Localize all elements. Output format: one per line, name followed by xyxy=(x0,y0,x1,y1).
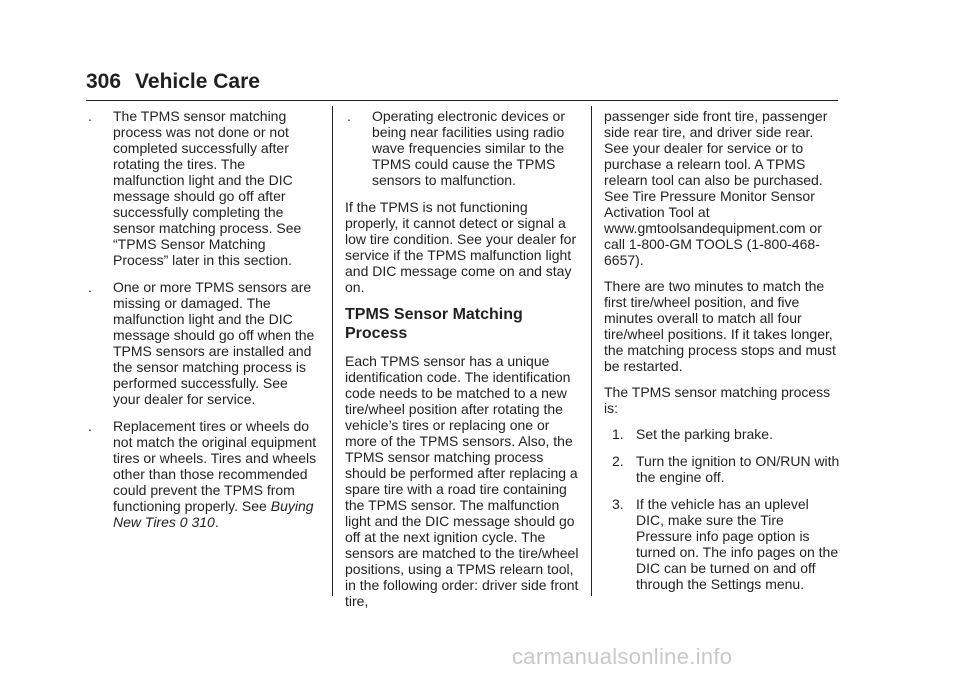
page-header xyxy=(86,70,260,94)
numbered-step xyxy=(604,426,840,442)
bullet-text: One or more TPMS sensors are missing or damaged. The malfunction light and the DIC message should go off when the TPMS sensors are installed and the sensor matching process is performed successfully. See your dealer for service. xyxy=(113,279,315,407)
paragraph: If the TPMS is not functioning properly, it cannot detect or signal a low tire condition. See your dealer for service if the TPMS malfunction light and DIC message come on and stay on. xyxy=(345,199,577,295)
bullet-marker: . xyxy=(347,108,351,124)
page-number: 306 xyxy=(86,70,122,93)
bullet-text: Replacement tires or wheels do not match the original equipment tires or wheels. Tires and wheels other than those recommended could prevent the TPMS from functioning properly. See xyxy=(113,418,317,514)
column-2 xyxy=(345,108,581,619)
paragraph: passenger side front tire, passenger side rear tire, and driver side rear. See your dealer for service or to purchase a relearn tool. A TPMS relearn tool can also be purchased. See Tire Pressure Monitor Sensor Activation Tool at www.gmtoolsandequipment.com or call 1-800-GM TOOLS (1-800-468-6657). xyxy=(604,108,828,268)
paragraph: The TPMS sensor matching process is: xyxy=(604,384,831,416)
section-heading: TPMS Sensor Matching Process xyxy=(345,306,523,342)
step-text: Set the parking brake. xyxy=(636,426,773,442)
page-reference-arrow: 0 xyxy=(179,514,188,530)
step-text: Turn the ignition to ON/RUN with the engine off. xyxy=(636,453,840,485)
step-number: 3. xyxy=(612,496,624,512)
bullet-item xyxy=(345,108,581,188)
bullet-item xyxy=(86,279,318,407)
bullet-item xyxy=(86,418,318,530)
watermark: carmanualsonline.info xyxy=(512,644,733,669)
column-1 xyxy=(86,108,318,541)
column-3 xyxy=(604,108,840,603)
bullet-text: Operating electronic devices or being near facilities using radio wave frequencies similar to the TPMS could cause the TPMS sensors to malfunction. xyxy=(372,108,565,188)
step-number: 2. xyxy=(612,453,624,469)
section-title: Vehicle Care xyxy=(135,70,260,93)
paragraph: Each TPMS sensor has a unique identification code. The identification code needs to be matched to a new tire/wheel position after rotating the vehicle’s tires or replacing one or more of the TPMS sensors. Also, the TPMS sensor matching process should be performed after replacing a spare tire with a road tire containing the TPMS sensor. The malfunction light and the DIC message should go off at the next ignition cycle. The sensors are matched to the tire/wheel positions, using a TPMS relearn tool, in the following order: driver side front tire, xyxy=(345,353,579,609)
bullet-marker: . xyxy=(88,108,92,124)
numbered-step xyxy=(604,453,840,485)
numbered-step xyxy=(604,496,840,592)
sentence-end: . xyxy=(214,514,219,530)
column-divider-2 xyxy=(591,106,592,596)
bullet-marker: . xyxy=(88,418,92,434)
column-divider-1 xyxy=(332,106,333,596)
page-reference[interactable]: 310 xyxy=(191,514,215,530)
bullet-item xyxy=(86,108,318,268)
step-number: 1. xyxy=(612,426,624,442)
step-text: If the vehicle has an uplevel DIC, make sure the Tire Pressure info page option is turned on. The info pages on the DIC can be turned on and off through the Settings menu. xyxy=(636,496,839,592)
header-rule xyxy=(86,100,838,101)
bullet-text: The TPMS sensor matching process was not done or not completed successfully after rotating the tires. The malfunction light and the DIC message should go off after successfully completing the sensor matching process. See “TPMS Sensor Matching Process” later in this section. xyxy=(113,108,302,268)
buying-new-tires-link[interactable]: Buying New Tires xyxy=(113,498,314,530)
paragraph: There are two minutes to match the first tire/wheel position, and five minutes overall to match all four tire/wheel positions. If it takes longer, the matching process stops and must be restarted. xyxy=(604,278,836,374)
bullet-marker: . xyxy=(88,279,92,295)
